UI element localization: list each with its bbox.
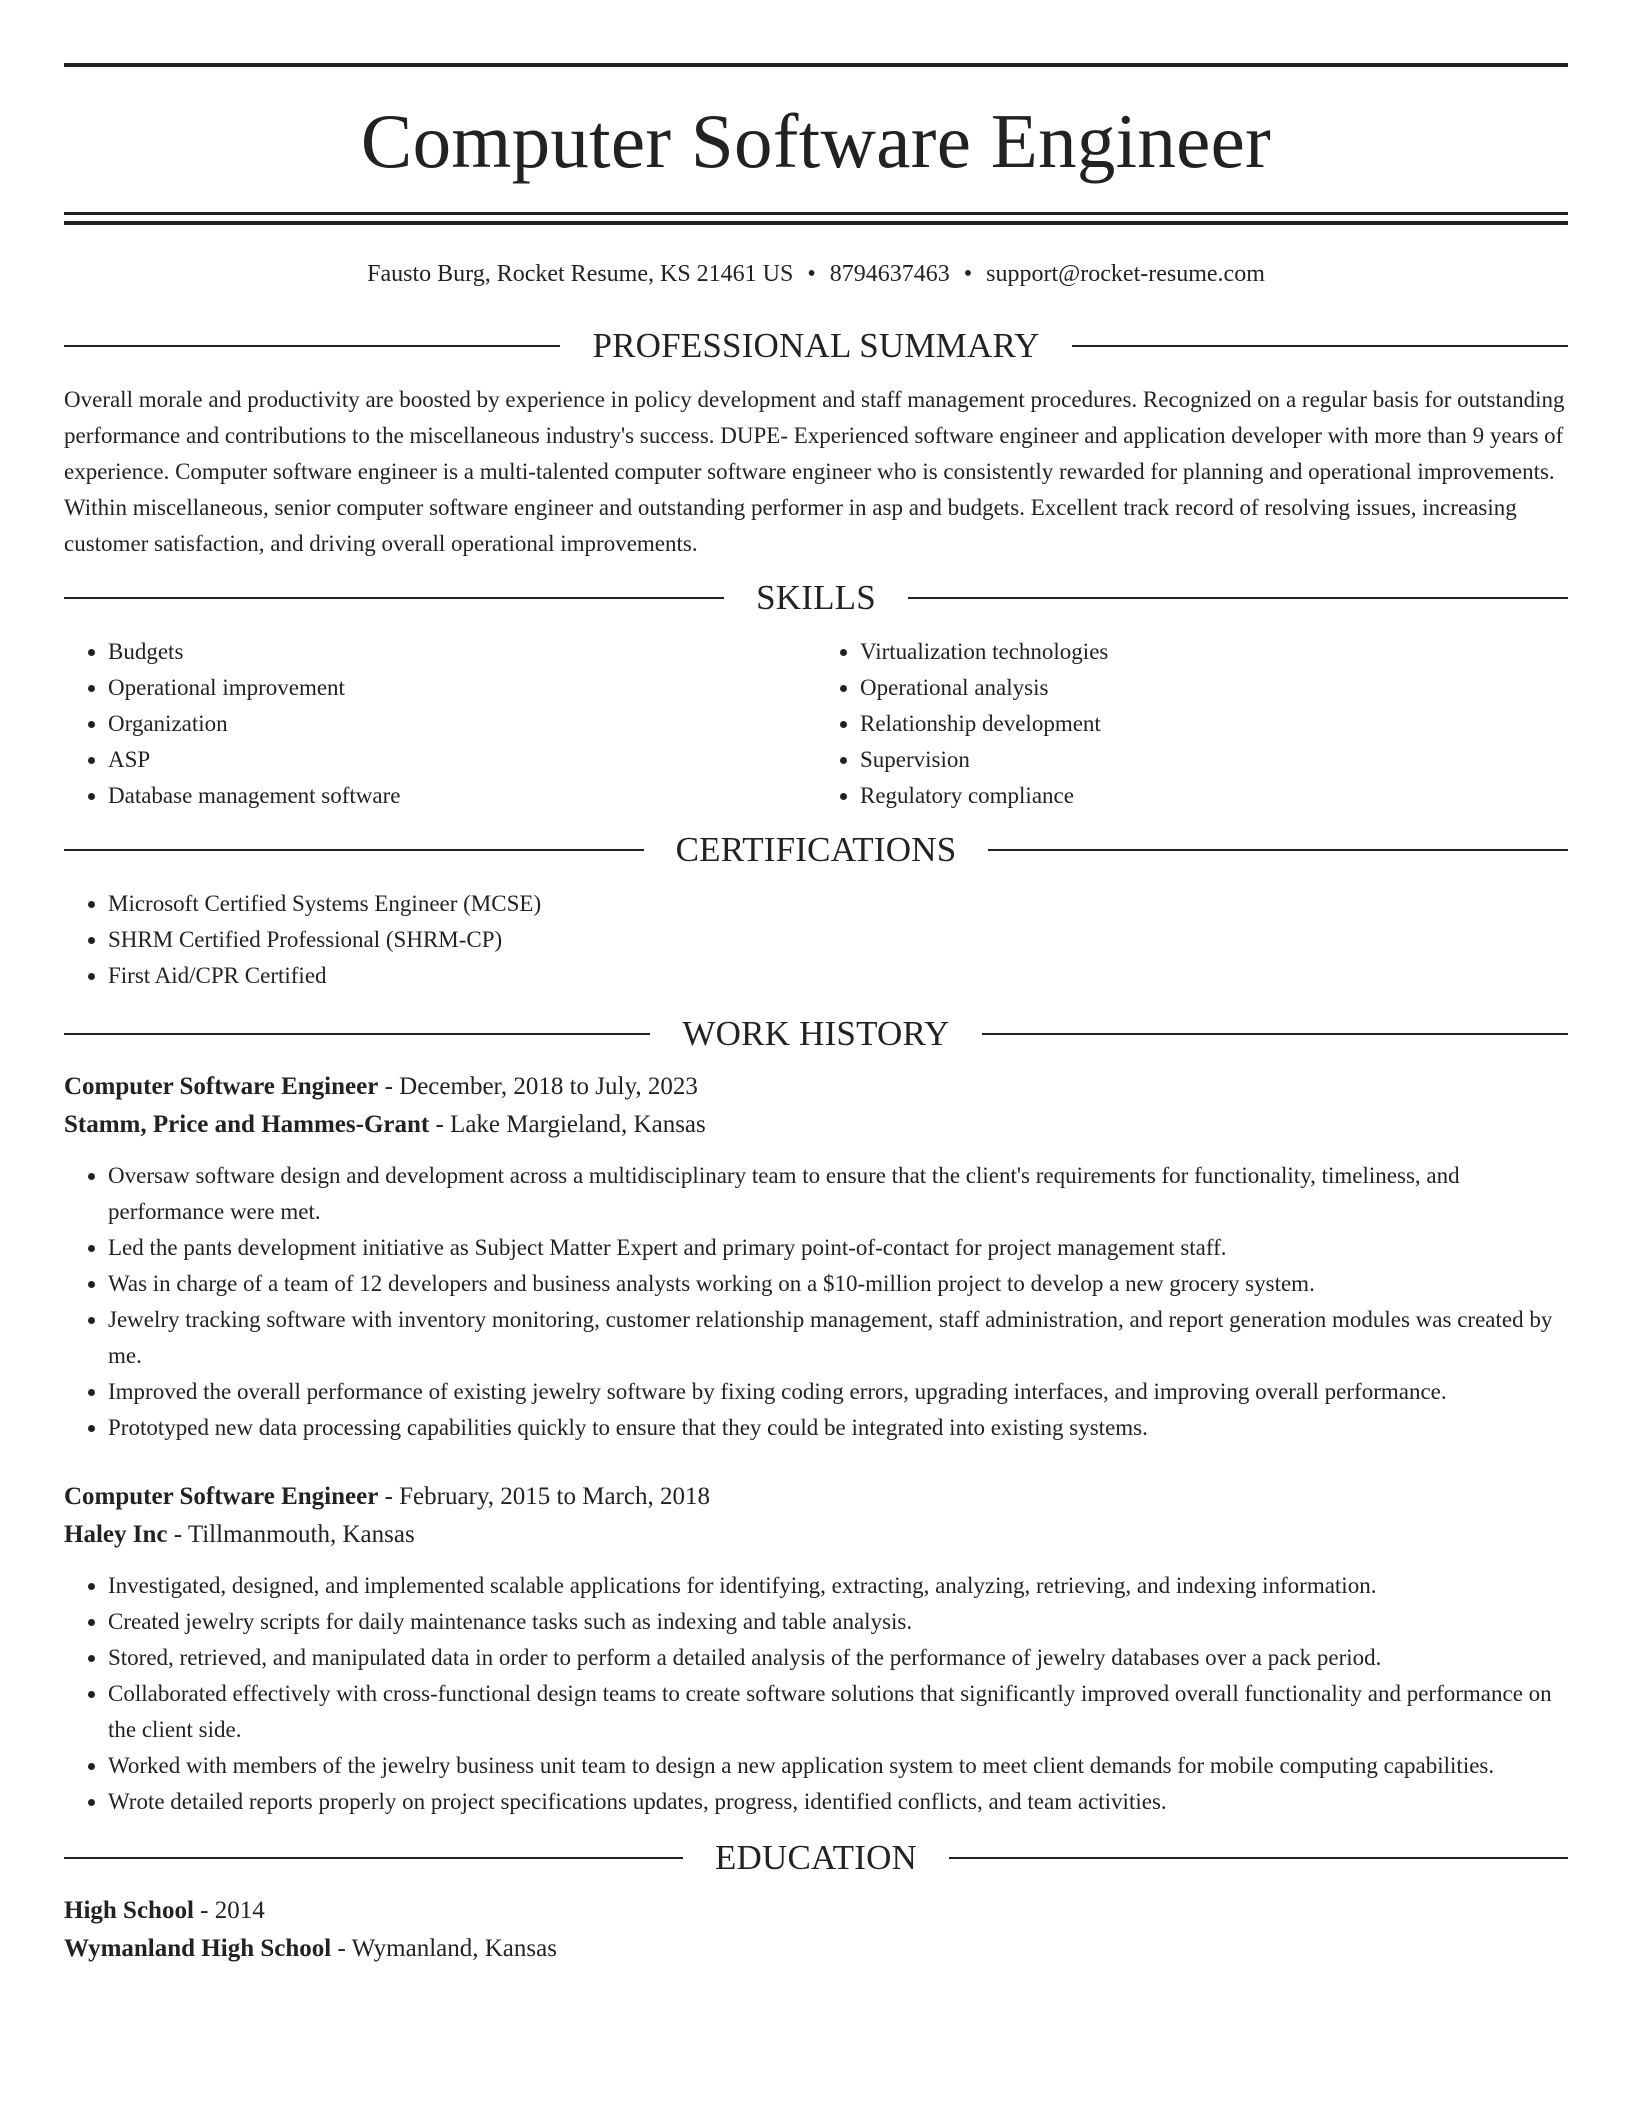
- contact-phone: 8794637463: [829, 261, 950, 287]
- job-bullet: • Oversaw software design and development across a multidisciplinary team to ensure that the client's requirements for functionality, timeliness, and performance were met.: [108, 1158, 1568, 1230]
- skill-item: • Regulatory compliance: [860, 778, 1568, 814]
- section-heading-education: [64, 1838, 1568, 1878]
- job-title-line: [64, 1478, 1568, 1516]
- skill-item: • Operational analysis: [860, 670, 1568, 706]
- skill-item: • Database management software: [108, 778, 816, 814]
- section-heading-skills: [64, 578, 1568, 618]
- education-school-line: [64, 1930, 1568, 1968]
- job-bullet: • Collaborated effectively with cross-functional design teams to create software solutions that significantly improved overall functionality and performance on the client side.: [108, 1676, 1568, 1748]
- dash: -: [167, 1521, 188, 1548]
- certification-item: • SHRM Certified Professional (SHRM-CP): [108, 922, 1568, 958]
- skill-item: • Virtualization technologies: [860, 634, 1568, 670]
- dash: -: [378, 1073, 400, 1100]
- section-title: SKILLS: [756, 578, 876, 617]
- job-bullet: • Was in charge of a team of 12 developers and business analysts working on a $10-million project to develop a new grocery system.: [108, 1266, 1568, 1302]
- certification-item: • First Aid/CPR Certified: [108, 958, 1568, 994]
- dash: -: [378, 1483, 400, 1510]
- education-degree-line: [64, 1892, 1568, 1930]
- skill-item: • Relationship development: [860, 706, 1568, 742]
- heading-rule: [982, 1033, 1568, 1035]
- contact-email: support@rocket-resume.com: [986, 261, 1265, 287]
- contact-address: Fausto Burg, Rocket Resume, KS 21461 US: [367, 261, 794, 287]
- education-year: 2014: [214, 1897, 265, 1924]
- job-company: Stamm, Price and Hammes-Grant: [64, 1111, 430, 1138]
- heading-rule: [64, 345, 560, 347]
- section-heading-summary: [64, 326, 1568, 366]
- job-dates: February, 2015 to March, 2018: [399, 1483, 710, 1510]
- contact-separator: •: [963, 261, 973, 287]
- dash: -: [331, 1935, 352, 1962]
- heading-rule: [949, 1857, 1568, 1859]
- job-title-line: [64, 1068, 1568, 1106]
- certification-item: • Microsoft Certified Systems Engineer (MCSE): [108, 886, 1568, 922]
- job-role: Computer Software Engineer: [64, 1073, 379, 1100]
- section-title: PROFESSIONAL SUMMARY: [592, 326, 1040, 365]
- job-location: Tillmanmouth, Kansas: [187, 1521, 415, 1548]
- heading-rule: [64, 1033, 650, 1035]
- job-entry: [64, 1068, 1568, 1446]
- job-bullet: • Investigated, designed, and implemented scalable applications for identifying, extracting, analyzing, retrieving, and indexing information.: [108, 1568, 1568, 1604]
- dash: -: [429, 1111, 451, 1138]
- skill-item: • Supervision: [860, 742, 1568, 778]
- section-heading-certifications: [64, 830, 1568, 870]
- heading-rule: [988, 849, 1568, 851]
- contact-separator: •: [807, 261, 816, 287]
- section-title: WORK HISTORY: [682, 1014, 950, 1053]
- job-bullet: • Created jewelry scripts for daily maintenance tasks such as indexing and table analysis.: [108, 1604, 1568, 1640]
- top-divider: [64, 63, 1568, 67]
- skill-item: • Operational improvement: [108, 670, 816, 706]
- skills-grid: [64, 634, 1568, 814]
- heading-rule: [1072, 345, 1568, 347]
- education-location: Wymanland, Kansas: [351, 1935, 557, 1962]
- job-bullet: • Jewelry tracking software with inventory monitoring, customer relationship management, staff administration, and report generation modules was created by me.: [108, 1302, 1568, 1374]
- education-school: Wymanland High School: [64, 1935, 332, 1962]
- contact-line: [64, 259, 1568, 289]
- job-bullet: • Stored, retrieved, and manipulated data in order to perform a detailed analysis of the performance of jewelry databases over a pack period.: [108, 1640, 1568, 1676]
- job-entry: [64, 1478, 1568, 1820]
- job-company: Haley Inc: [64, 1521, 168, 1548]
- job-company-line: [64, 1106, 1568, 1144]
- heading-rule: [64, 597, 724, 599]
- job-bullets: [64, 1568, 1568, 1820]
- resume-page: [64, 0, 1568, 1968]
- heading-rule: [64, 849, 644, 851]
- job-bullet: • Improved the overall performance of existing jewelry software by fixing coding errors, upgrading interfaces, and improving overall performance.: [108, 1374, 1568, 1410]
- job-bullet: • Led the pants development initiative as Subject Matter Expert and primary point-of-contact for project management staff.: [108, 1230, 1568, 1266]
- skill-item: • ASP: [108, 742, 816, 778]
- job-bullet: • Worked with members of the jewelry business unit team to design a new application system to meet client demands for mobile computing capabilities.: [108, 1748, 1568, 1784]
- title-divider-upper: [64, 212, 1568, 215]
- resume-title: Computer Software Engineer: [360, 98, 1272, 184]
- heading-rule: [64, 1857, 683, 1859]
- job-company-line: [64, 1516, 1568, 1554]
- dash: -: [193, 1897, 215, 1924]
- certifications-list: [64, 886, 1568, 994]
- section-title: EDUCATION: [714, 1838, 918, 1877]
- job-dates: December, 2018 to July, 2023: [399, 1073, 698, 1100]
- education-entry: [64, 1892, 1568, 1968]
- skills-list-right: [816, 634, 1568, 814]
- skill-item: • Organization: [108, 706, 816, 742]
- skill-item: • Budgets: [108, 634, 816, 670]
- job-role: Computer Software Engineer: [64, 1483, 379, 1510]
- skills-list-left: [64, 634, 816, 814]
- summary-paragraph: Overall morale and productivity are boosted by experience in policy development and staff management procedures. Recognized on a regular basis for outstanding performance and contributions to the miscellaneous industry's success. DUPE- Experienced software engineer and application developer with more than 9 years of experience. Computer software engineer is a multi-talented computer software engineer who is consistently rewarded for planning and operational improvements. Within miscellaneous, senior computer software engineer and outstanding performer in asp and budgets. Excellent track record of resolving issues, increasing customer satisfaction, and driving overall operational improvements.: [64, 387, 1565, 556]
- job-location: Lake Margieland, Kansas: [450, 1111, 706, 1138]
- education-degree: High School: [64, 1897, 194, 1924]
- section-heading-work-history: [64, 1014, 1568, 1054]
- title-divider-lower: [64, 221, 1568, 225]
- section-title: CERTIFICATIONS: [675, 830, 957, 869]
- job-bullet: • Prototyped new data processing capabilities quickly to ensure that they could be integrated into existing systems.: [108, 1410, 1568, 1446]
- job-bullets: [64, 1158, 1568, 1446]
- heading-rule: [908, 597, 1568, 599]
- job-bullet: • Wrote detailed reports properly on project specifications updates, progress, identified conflicts, and team activities.: [108, 1784, 1568, 1820]
